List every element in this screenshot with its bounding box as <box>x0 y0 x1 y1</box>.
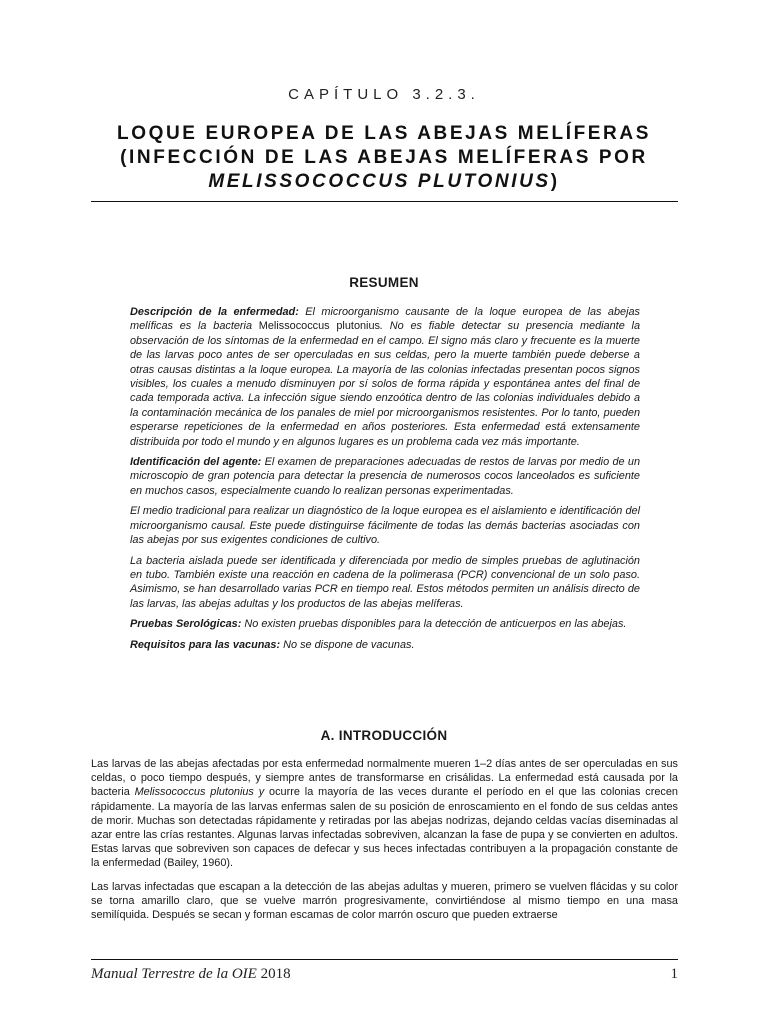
footer-manual-title: Manual Terrestre de la OIE <box>91 966 257 982</box>
footer-year: 2018 <box>256 966 291 982</box>
summary-text: No existen pruebas disponibles para la detección de anticuerpos en las abejas. <box>241 618 627 631</box>
body-text: Las larvas de las abejas afectadas por esta enfermedad normalmente mueren 1–2 días antes de ser operculadas en sus celdas, o poco tiempo después, y siempre antes de transformarse en crisálidas. La enfermedad está causada por la bacteria <box>91 758 678 799</box>
summary-text: El microorganismo causante de la loque europea de las abejas melíficas es la bacteria <box>130 306 640 333</box>
summary-text: El examen de preparaciones adecuadas de restos de larvas por medio de un microscopio de gran potencia para detectar la presencia de numerosos cocos lanceolados es suficiente en muchos casos, especialmente cuando lo realizan personas experimentadas. <box>130 456 641 497</box>
body-text: ocurre la mayoría de las veces durante el período en el que las colonias crecen rápidamente. La mayoría de las larvas enfermas salen de su posición de enroscamiento en el fondo de sus celdas antes de morir. Muchas son detectadas rápidamente y retiradas por las abejas nodrizas, dejando celdas vacías diseminadas al azar entre las crías restantes. Algunas larvas infectadas sobreviven, alcanzan la fase de pupa y se convierten en adultos. Estas larvas que sobreviven son capaces de defecar y sus heces infectadas contribuyen a la propagación constante de la enfermedad (Bailey, 1960). <box>91 786 678 870</box>
title-line-3 <box>60 170 708 194</box>
introduction-paragraph-1 <box>91 757 678 871</box>
summary-paragraph-vaccines <box>130 638 640 652</box>
pcr-abbrev: PCR <box>460 568 484 581</box>
summary-label-serology: Pruebas Serológicas: <box>130 618 242 631</box>
introduction-paragraph-2: Las larvas infectadas que escapan a la detección de las abejas adultas y mueren, primero se vuelven flácidas y su color se torna amarillo claro, que se vuelve marrón progresivamente, convirtiéndose al mismo tiempo en una masa semilíquida. Después se secan y forman escamas de color marrón oscuro que pueden extraerse <box>91 880 678 922</box>
summary-text: La bacteria aislada puede ser identificada y diferenciada por medio de simples pruebas de aglutinación en tubo. También existe una reacción en cadena de la polimerasa ( <box>130 554 640 581</box>
summary-paragraph-identification <box>130 455 640 498</box>
introduction-section <box>91 757 678 931</box>
summary-label-vaccines: Requisitos para las vacunas: <box>130 638 281 651</box>
title-line-2: (INFECCIÓN DE LAS ABEJAS MELÍFERAS POR <box>120 147 648 168</box>
title-divider <box>91 201 678 202</box>
summary-text: . No es fiable detectar su presencia mediante la observación de los síntomas de la enfermedad en el campo. El signo más claro y frecuente es la muerte de las larvas poco antes de ser operculadas en sus celdas, pero la muerte también puede deberse a otras causas distintas a la loque europea. La mayoría de las colonias infectadas presentan pocos signos visibles, los cuales a menudo disminuyen por sí solos de forma rápida y espontánea antes del final de cada temporada activa. La infección sigue siendo enzoótica dentro de las colonias individuales debido a la contaminación mecánica de los panales de miel por microorganismos resistentes. Por lo tanto, pueden esperarse repeticiones de la enfermedad en años posteriores. Esta enfermedad está extensamente distribuida por todo el mundo y en algunos lugares es un problema cada vez más importante. <box>130 320 641 448</box>
summary-text: ) convencional de un solo paso. Asimismo, se han desarrollado varias PCR en tiempo real. Estos métodos permiten un análisis directo de las larvas, las abejas adultas y los productos de las abejas melíferas. <box>130 568 640 610</box>
title-line-1: LOQUE EUROPEA DE LAS ABEJAS MELÍFERAS <box>117 123 651 144</box>
title-organism: MELISSOCOCCUS PLUTONIUS <box>208 171 551 192</box>
page-number: 1 <box>670 966 678 982</box>
organism-name: Melissococcus plutonius y <box>134 786 265 799</box>
summary-paragraph-pcr <box>130 554 640 612</box>
summary-label-description: Descripción de la enfermedad: <box>130 306 299 318</box>
summary-text: No se dispone de vacunas. <box>280 638 415 651</box>
footer-source <box>91 966 291 983</box>
chapter-title <box>60 122 708 194</box>
summary-paragraph-isolation: El medio tradicional para realizar un diagnóstico de la loque europea es el aislamiento e identificación del microorganismo causal. Este puede distinguirse fácilmente de todas las demás bacterias asociadas con las abejas por sus exigentes condiciones de cultivo. <box>130 505 640 547</box>
organism-name: Melissococcus plutonius <box>258 320 380 333</box>
footer-divider <box>91 959 678 960</box>
introduction-heading: A. INTRODUCCIÓN <box>320 728 448 743</box>
summary-paragraph-description <box>130 305 640 449</box>
title-close-paren: ) <box>550 171 560 192</box>
summary-section <box>130 305 640 658</box>
chapter-number: CAPÍTULO 3.2.3. <box>288 86 480 103</box>
summary-label-identification: Identificación del agente: <box>130 456 262 469</box>
summary-paragraph-serology <box>130 617 640 631</box>
summary-heading: RESUMEN <box>349 275 419 290</box>
